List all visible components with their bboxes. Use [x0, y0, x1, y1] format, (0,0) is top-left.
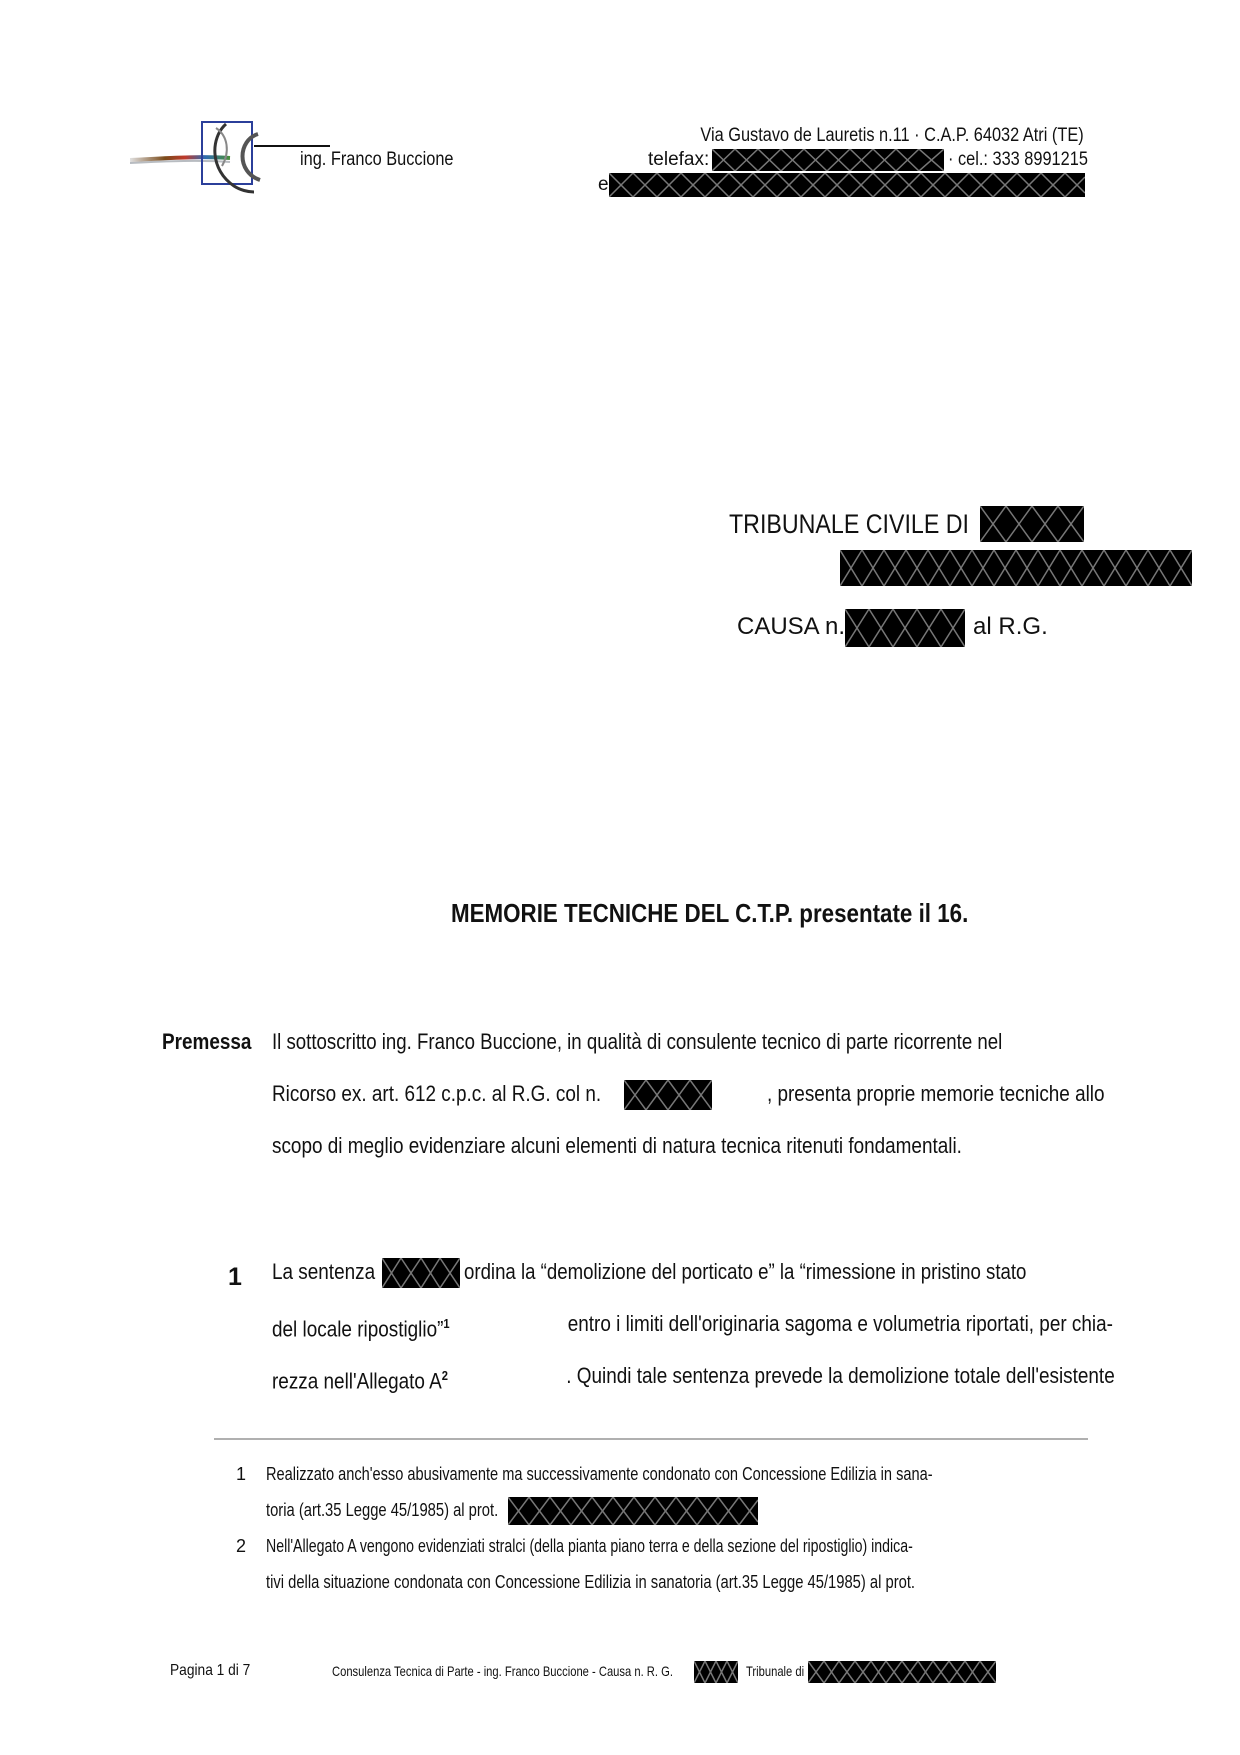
section-line-1: La sentenza ordina la “demolizione del porticato e” la “rimessione in pristino stato	[272, 1258, 1096, 1288]
redacted-protocol-1	[508, 1497, 758, 1525]
redacted-court-city	[980, 506, 1084, 542]
redacted-court-section	[840, 550, 1192, 586]
redacted-email	[609, 173, 1085, 197]
footnote-number-2: 2	[236, 1536, 247, 1556]
premessa-line-3: scopo di meglio evidenziare alcuni elementi di natura tecnica ritenuti fondamentali.	[272, 1133, 962, 1158]
author-name: ing. Franco Buccione	[300, 149, 454, 170]
email-line	[598, 173, 1085, 197]
footer-text: Consulenza Tecnica di Parte - ing. Franco Buccione - Causa n. R. G. Tribunale di	[332, 1660, 996, 1683]
redacted-sentence-ref	[382, 1258, 460, 1288]
section-line-2: del locale ripostiglio”$^1$ entro i limiti dell'originaria sagoma e volumetria riportati, per chia-	[272, 1311, 1113, 1342]
premessa-line-1: Il sottoscritto ing. Franco Buccione, in qualità di consulente tecnico di parte ricorrente nel	[272, 1029, 1003, 1054]
case-suffix: al R.G.	[973, 613, 1048, 640]
premessa-label: Premessa	[162, 1029, 252, 1054]
case-number	[737, 608, 1048, 647]
phone-label: telefax:	[648, 149, 710, 171]
redacted-footer-tribunal	[808, 1661, 996, 1683]
page-number: Pagina 1 di 7	[170, 1662, 251, 1679]
document-title: MEMORIE TECNICHE DEL C.T.P. presentate il 16.	[451, 898, 969, 928]
footnote-1-line-2: toria (art.35 Legge 45/1985) al prot.	[266, 1497, 1092, 1525]
court-title: TRIBUNALE CIVILE DI	[729, 509, 970, 539]
section-number: 1	[228, 1263, 242, 1291]
redacted-footer-case	[694, 1661, 738, 1683]
footnote-number-1: 1	[236, 1464, 247, 1484]
footnote-2-line-2: tivi della situazione condonata con Concessione Edilizia in sanatoria (art.35 Legge 45/1985) al prot.	[266, 1572, 916, 1592]
premessa-line-2: Ricorso ex. art. 612 c.p.c. al R.G. col n. , presenta proprie memorie tecniche allo	[272, 1080, 1096, 1110]
redacted-phone	[712, 149, 944, 171]
footnote-ref-2[interactable]: 2	[441, 1368, 449, 1383]
email-prefix: e	[598, 174, 609, 196]
section-line-3: rezza nell'Allegato $A^2$ . Quindi tale sentenza prevede la demolizione totale dell'esistente	[272, 1363, 1115, 1394]
footnote-1-line-1: Realizzato anch'esso abusivamente ma successivamente condonato con Concessione Edilizia in sana-	[266, 1464, 933, 1484]
footnote-2-line-1: Nell'Allegato A vengono evidenziati stralci (della pianta piano terra e della sezione del ripostiglio) indica-	[266, 1536, 913, 1556]
case-prefix: CAUSA n.	[737, 613, 846, 640]
footnote-separator	[214, 1438, 1088, 1440]
mobile-number: · cel.: 333 8991215	[948, 149, 1088, 171]
address-line: Via Gustavo de Lauretis n.11 · C.A.P. 64032 Atri (TE)	[700, 125, 1084, 146]
footnote-ref-1[interactable]: 1	[443, 1316, 450, 1331]
redacted-rg-number	[624, 1080, 712, 1110]
redacted-case-number	[845, 609, 965, 647]
phone-line	[648, 149, 1088, 171]
